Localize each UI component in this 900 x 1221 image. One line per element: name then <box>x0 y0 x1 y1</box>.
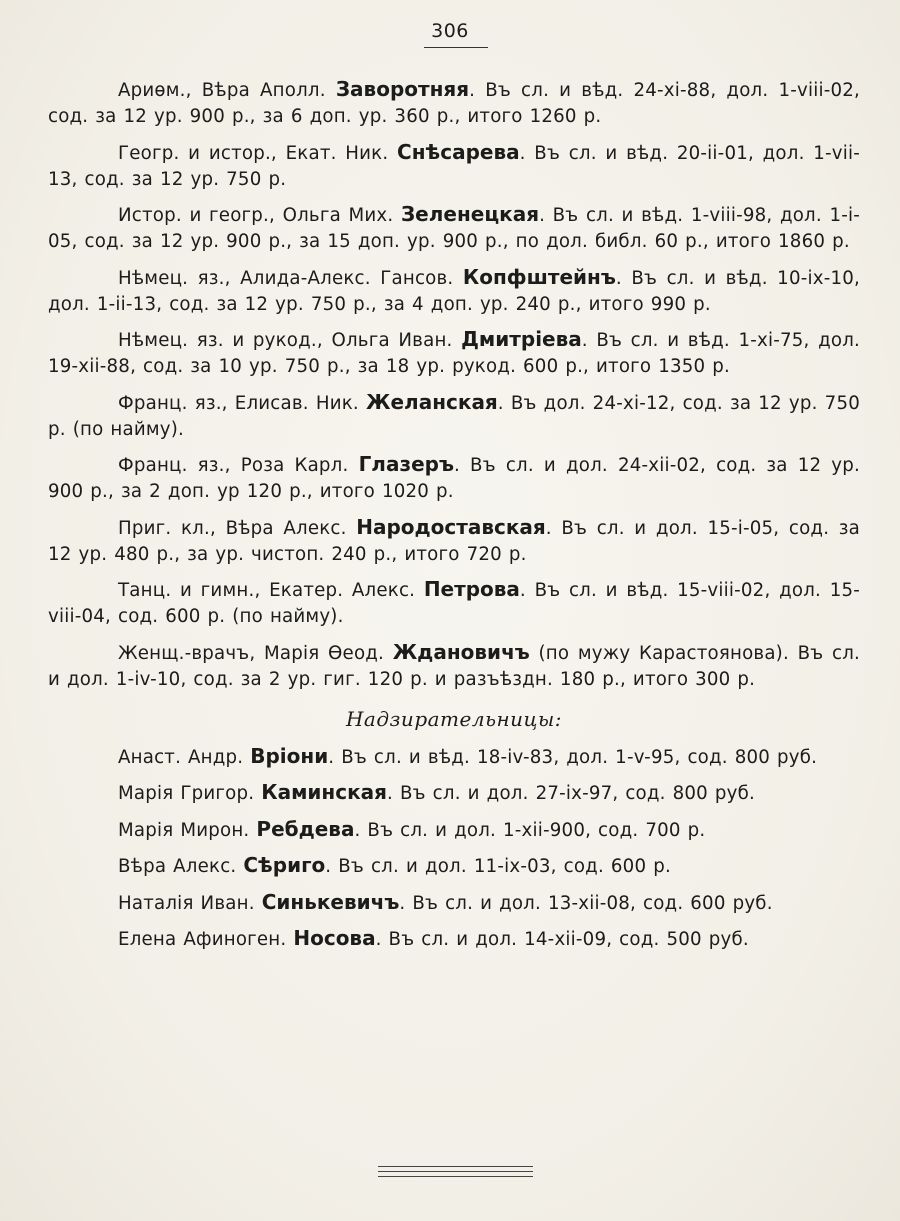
entry-details: . Въ сл. и дол. 1-xii-900, сод. 700 р. <box>354 819 706 841</box>
staff-entry <box>48 514 860 568</box>
staff-entry <box>48 779 860 807</box>
entry-details: . Въ сл. и вѣд. 15-viii-02, дол. 15-viii-04, сод. 600 р. (по найму). <box>48 580 860 627</box>
staff-entry <box>48 451 860 505</box>
entry-subject-and-name: Елена Афиноген. <box>118 929 294 950</box>
staff-entry <box>48 139 860 193</box>
entry-subject-and-name: Марія Григор. <box>118 783 262 804</box>
entry-details: . Въ сл. и вѣд. 18-iv-83, дол. 1-v-95, сод. 800 руб. <box>328 746 818 768</box>
entry-details: . Въ сл. и вѣд. 1-viii-98, дол. 1-i-05, сод. за 12 ур. 900 р., за 15 доп. ур. 900 р., по дол. библ. 60 р., итого 1860 р. <box>48 205 860 252</box>
staff-entry <box>48 889 860 917</box>
entry-subject-and-name: Приг. кл., Вѣра Алекс. <box>118 517 357 539</box>
bottom-rule-line <box>378 1176 533 1177</box>
entry-subject-and-name: Геогр. и истор., Екат. Ник. <box>118 142 398 164</box>
entry-surname: Копфштейнъ <box>462 264 616 289</box>
entry-details: . Въ сл. и дол. 24-xii-02, сод. за 12 ур. 900 р., за 2 доп. ур 120 р., итого 1020 р. <box>48 455 860 502</box>
staff-entry <box>48 389 860 443</box>
entry-surname: Каминская <box>261 780 388 804</box>
entry-surname: Ждановичъ <box>392 639 530 664</box>
staff-entry <box>48 743 860 771</box>
entry-subject-and-name: Вѣра Алекс. <box>118 856 244 877</box>
entry-subject-and-name: Женщ.-врачъ, Марія Ѳеод. <box>118 642 393 664</box>
staff-entry <box>48 816 860 844</box>
entry-details: . Въ сл. и вѣд. 24-xi-88, дол. 1-viii-02, сод. за 12 ур. 900 р., за 6 доп. ур. 360 р., итого 1260 р. <box>48 80 860 127</box>
entry-surname: Петрова <box>423 577 520 601</box>
entry-subject-and-name: Истор. и геогр., Ольга Мих. <box>118 205 401 226</box>
entry-subject-and-name: Нѣмец. яз., Алида-Алекс. Гансов. <box>118 267 463 289</box>
entry-surname: Носова <box>293 926 376 950</box>
page-number: 306 <box>431 20 469 42</box>
entry-details: . Въ сл. и дол. 13-xii-08, сод. 600 руб. <box>399 892 773 914</box>
entry-subject-and-name: Анаст. Андр. <box>118 746 251 768</box>
entry-surname: Глазеръ <box>358 452 454 476</box>
bottom-rule-line <box>378 1171 533 1172</box>
staff-list <box>48 76 860 693</box>
staff-entry <box>48 576 860 630</box>
entry-subject-and-name: Ариѳм., Вѣра Аполл. <box>118 80 336 101</box>
entry-subject-and-name: Франц. яз., Елисав. Ник. <box>118 392 366 414</box>
staff-entry <box>48 264 860 318</box>
entry-details: . Въ сл. и дол. 11-ix-03, сод. 600 р. <box>325 856 671 877</box>
staff-entry <box>48 639 860 693</box>
entry-surname: Синькевичъ <box>261 889 400 914</box>
staff-entry <box>48 852 860 880</box>
entry-surname: Дмитріева <box>461 327 582 351</box>
entry-details: . Въ сл. и вѣд. 10-ix-10, дол. 1-ii-13, сод. за 12 ур. 750 р., за 4 доп. ур. 240 р., итого 990 р. <box>48 267 860 315</box>
entry-details: . Въ сл. и дол. 27-ix-97, сод. 800 руб. <box>387 783 756 804</box>
entry-surname: Заворотняя <box>335 77 470 101</box>
text-body <box>48 76 860 962</box>
entry-surname: Желанская <box>366 389 498 414</box>
supervisors-list <box>48 743 860 954</box>
entry-surname: Народоставская <box>356 514 546 539</box>
entry-details: . Въ сл. и дол. 15-i-05, сод. за 12 ур. 480 р., за ур. чистоп. 240 р., итого 720 р. <box>48 517 861 565</box>
entry-surname: Зеленецкая <box>400 202 540 226</box>
entry-surname: Сѣриго <box>243 853 326 877</box>
staff-entry <box>48 326 860 380</box>
staff-entry <box>48 925 860 953</box>
entry-subject-and-name: Нѣмец. яз. и рукод., Ольга Иван. <box>118 330 462 351</box>
entry-details: . Въ сл. и вѣд. 1-xi-75, дол. 19-xii-88, сод. за 10 ур. 750 р., за 18 ур. рукод. 600 р., итого 1350 р. <box>48 330 860 377</box>
entry-surname: Ребдева <box>256 816 355 841</box>
page-number-underline <box>424 47 488 48</box>
section-heading: Надзирательницы: <box>345 706 563 731</box>
entry-subject-and-name: Наталія Иван. <box>118 892 262 914</box>
entry-subject-and-name: Танц. и гимн., Екатер. Алекс. <box>118 580 424 601</box>
entry-subject-and-name: Марія Мирон. <box>118 819 257 841</box>
entry-details: . Въ сл. и дол. 14-xii-09, сод. 500 руб. <box>375 929 749 950</box>
entry-details: . Въ дол. 24-xi-12, сод. за 12 ур. 750 р. (по найму). <box>48 392 860 440</box>
entry-details: . Въ сл. и вѣд. 20-ii-01, дол. 1-vii-13, сод. за 12 ур. 750 р. <box>48 142 860 190</box>
bottom-rule-line <box>378 1166 533 1167</box>
entry-surname: Вріони <box>250 743 329 768</box>
entry-subject-and-name: Франц. яз., Роза Карл. <box>118 455 359 476</box>
staff-entry <box>48 76 860 130</box>
entry-details: (по мужу Карастоянова). Въ сл. и дол. 1-iv-10, сод. за 2 ур. гиг. 120 р. и разъѣздн. 180 р., итого 300 р. <box>48 642 861 690</box>
staff-entry <box>48 201 860 255</box>
entry-surname: Снѣсарева <box>397 139 520 164</box>
